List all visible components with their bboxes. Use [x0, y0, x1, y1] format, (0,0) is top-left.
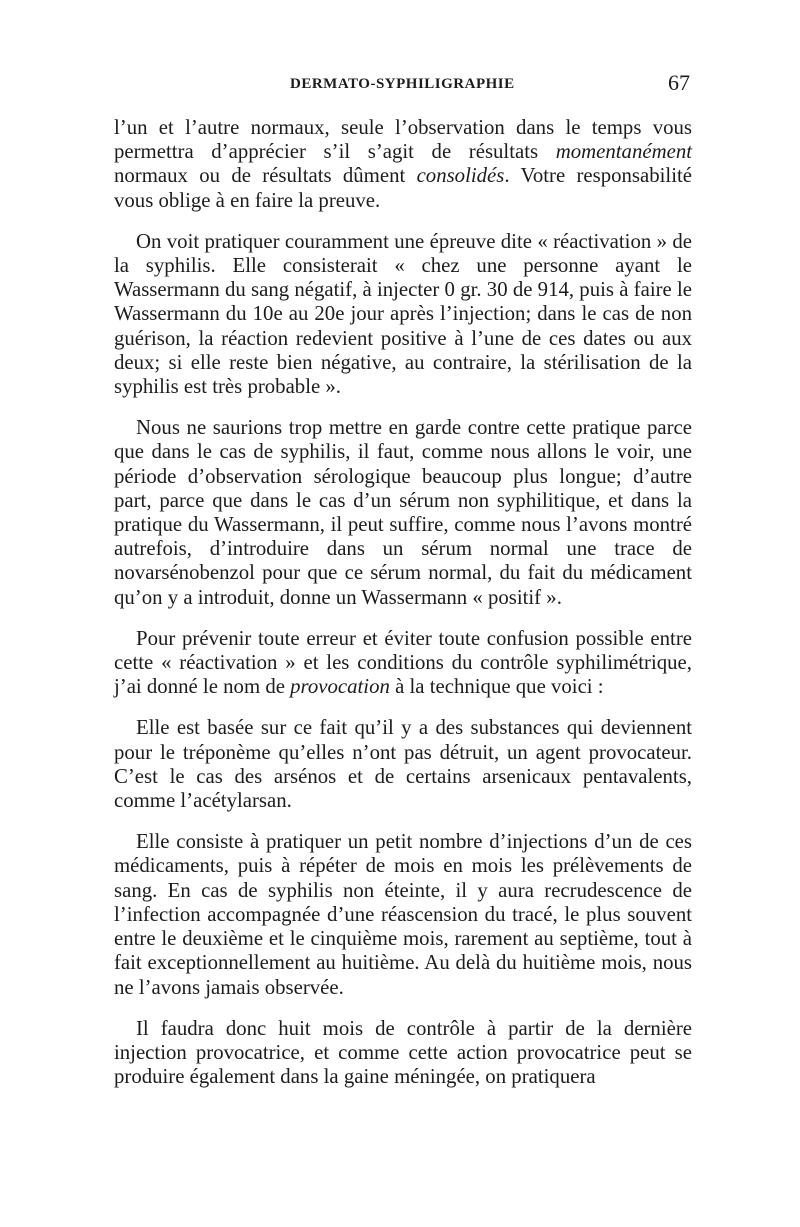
paragraph-continuation: l’un et l’autre normaux, seule l’observation dans le temps vous permettra d’apprécier s’il s’agit de résultats momentanément normaux ou de résultats dûment consolidés. Votre responsabilité vous oblige à en faire la preuve. [114, 116, 692, 212]
paragraph-mise-en-garde: Nous ne saurions trop mettre en garde contre cette pratique parce que dans le cas de syphilis, il faut, comme nous allons le voir, une période d’observation sérologique beaucoup plus longue; d’autre part, parce que dans le cas d’un sérum non syphilitique, et dans la pratique du Wassermann, il peut suffire, comme nous l’avons montré autrefois, d’introduire dans un sérum normal une trace de novarsénobenzol pour que ce sérum normal, du fait du médicament qu’on y a introduit, donne un Wassermann « positif ». [114, 416, 692, 609]
running-head [114, 70, 692, 104]
emphasis-provocation: provocation [290, 675, 390, 699]
body-text [114, 116, 692, 1089]
book-page [114, 70, 692, 1089]
running-title: DERMATO-SYPHILIGRAPHIE [290, 76, 515, 92]
paragraph-controle: Il faudra donc huit mois de contrôle à partir de la dernière injection provocatrice, et comme cette action provocatrice peut se produire également dans la gaine méningée, on pratiquera [114, 1016, 692, 1089]
paragraph-provocation: Pour prévenir toute erreur et éviter toute confusion possible entre cette « réactivation » et les conditions du contrôle syphilimétrique, j’ai donné le nom de provocation à la technique que voici : [114, 626, 692, 699]
paragraph-reactivation: On voit pratiquer couramment une épreuve dite « réactivation » de la syphilis. Elle consisterait « chez une personne ayant le Wassermann du sang négatif, à injecter 0 gr. 30 de 914, puis à faire le Wassermann du 10e au 20e jour après l’injection; dans le cas de non guérison, la réaction redevient positive à l’une de ces dates ou aux deux; si elle reste bien négative, au contraire, la stérilisation de la syphilis est très probable ». [114, 229, 692, 399]
emphasis-consolides: consolidés [416, 164, 505, 188]
paragraph-substances: Elle est basée sur ce fait qu’il y a des substances qui deviennent pour le tréponème qu’elles n’ont pas détruit, un agent provocateur. C’est le cas des arsénos et de certains arsenicaux pentavalents, comme l’acétylarsan. [114, 716, 692, 813]
page-number: 67 [668, 70, 690, 95]
emphasis-momentanement: momentanément [555, 140, 692, 164]
paragraph-technique: Elle consiste à pratiquer un petit nombre d’injections d’un de ces médicaments, puis à répéter de mois en mois les prélèvements de sang. En cas de syphilis non éteinte, il y aura recrudescence de l’infection accompagnée d’une réascension du tracé, le plus souvent entre le deuxième et le cinquième mois, rarement au septième, tout à fait exceptionnellement au huitième. Au delà du huitième mois, nous ne l’avons jamais observée. [114, 830, 692, 999]
